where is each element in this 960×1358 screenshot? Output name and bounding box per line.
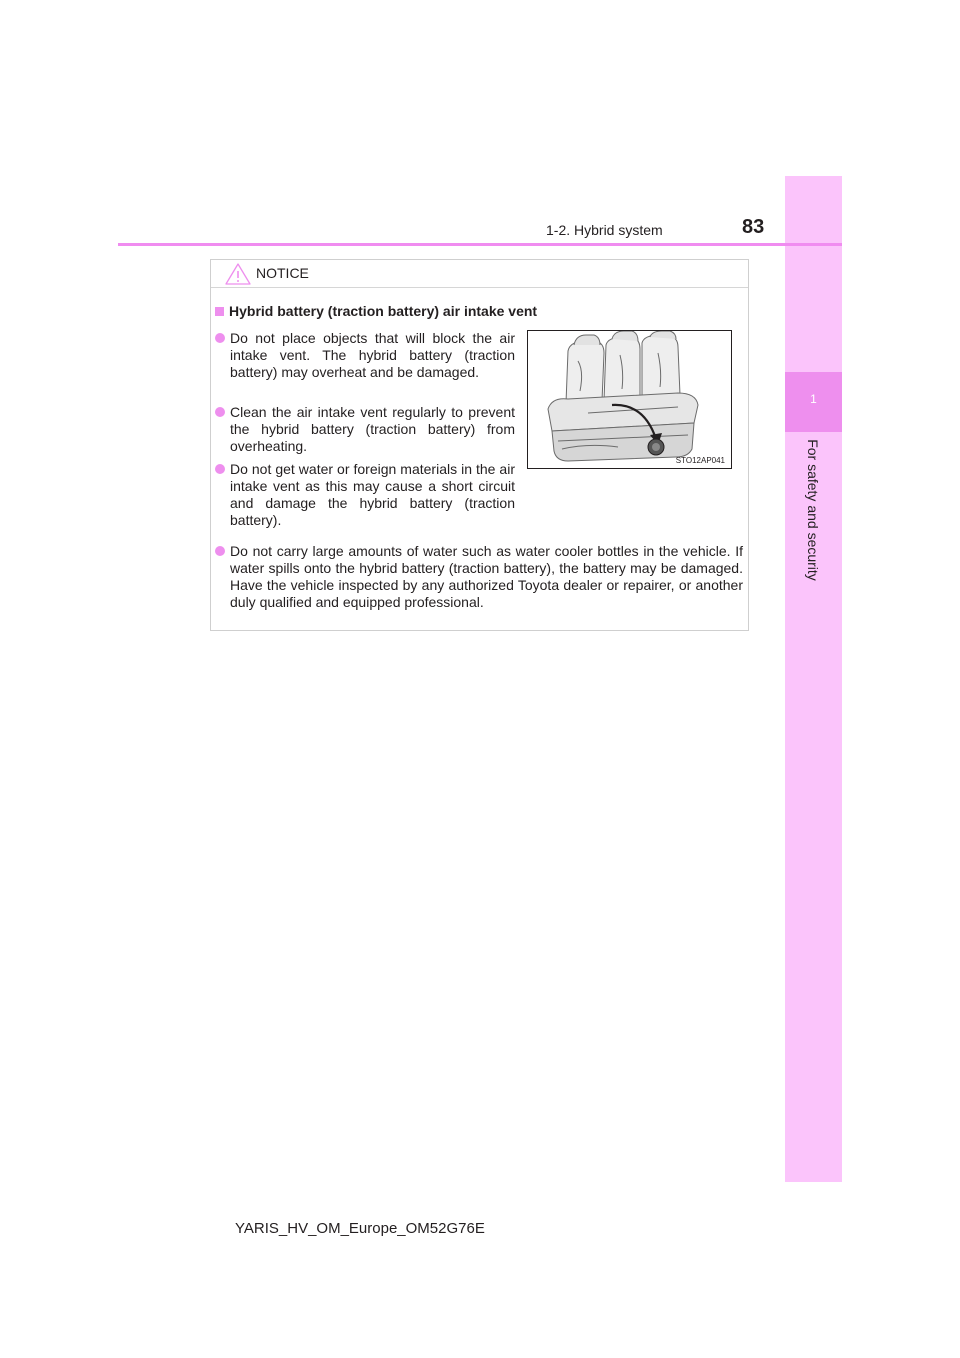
rear-seat-drawing: [528, 331, 731, 468]
notice-item: [215, 404, 515, 455]
notice-box: [210, 259, 749, 631]
round-bullet-icon: [215, 333, 225, 343]
document-id: YARIS_HV_OM_Europe_OM52G76E: [235, 1220, 485, 1237]
notice-heading: [215, 303, 537, 319]
notice-heading-text: Hybrid battery (traction battery) air intake vent: [229, 303, 538, 319]
notice-label: NOTICE: [256, 265, 309, 281]
round-bullet-icon: [215, 464, 225, 474]
warning-triangle-icon: [224, 262, 252, 286]
chapter-title: For safety and security: [805, 439, 821, 581]
square-bullet-icon: [215, 307, 224, 316]
notice-item-text: Do not carry large amounts of water such as water cooler bottles in the vehicle. If water spills onto the hybrid battery (traction battery), the battery may be damaged. Have the vehicle inspected by any authorized Toyota dealer or repairer, or another duly qualified and equipped professional.: [230, 543, 743, 610]
chapter-number-tab: [785, 372, 842, 432]
round-bullet-icon: [215, 546, 225, 556]
notice-item-text: Do not get water or foreign materials in the air intake vent as this may cause a short circuit and damage the hybrid battery (traction battery).: [230, 461, 515, 528]
notice-header: [211, 260, 748, 288]
rear-seat-illustration: [527, 330, 732, 469]
page-number: 83: [742, 216, 765, 238]
notice-item: [215, 461, 515, 529]
figure-code: STO12AP041: [675, 456, 725, 465]
notice-item: [215, 543, 743, 611]
notice-item-text: Do not place objects that will block the air intake vent. The hybrid battery (traction battery) may overheat and be damaged.: [230, 330, 515, 380]
chapter-number: 1: [810, 392, 817, 406]
section-title: 1-2. Hybrid system: [546, 222, 663, 238]
side-tab: [785, 176, 842, 1182]
notice-item: [215, 330, 515, 381]
header-rule: [118, 243, 842, 246]
round-bullet-icon: [215, 407, 225, 417]
notice-item-text: Clean the air intake vent regularly to prevent the hybrid battery (traction battery) from overheating.: [230, 404, 515, 454]
